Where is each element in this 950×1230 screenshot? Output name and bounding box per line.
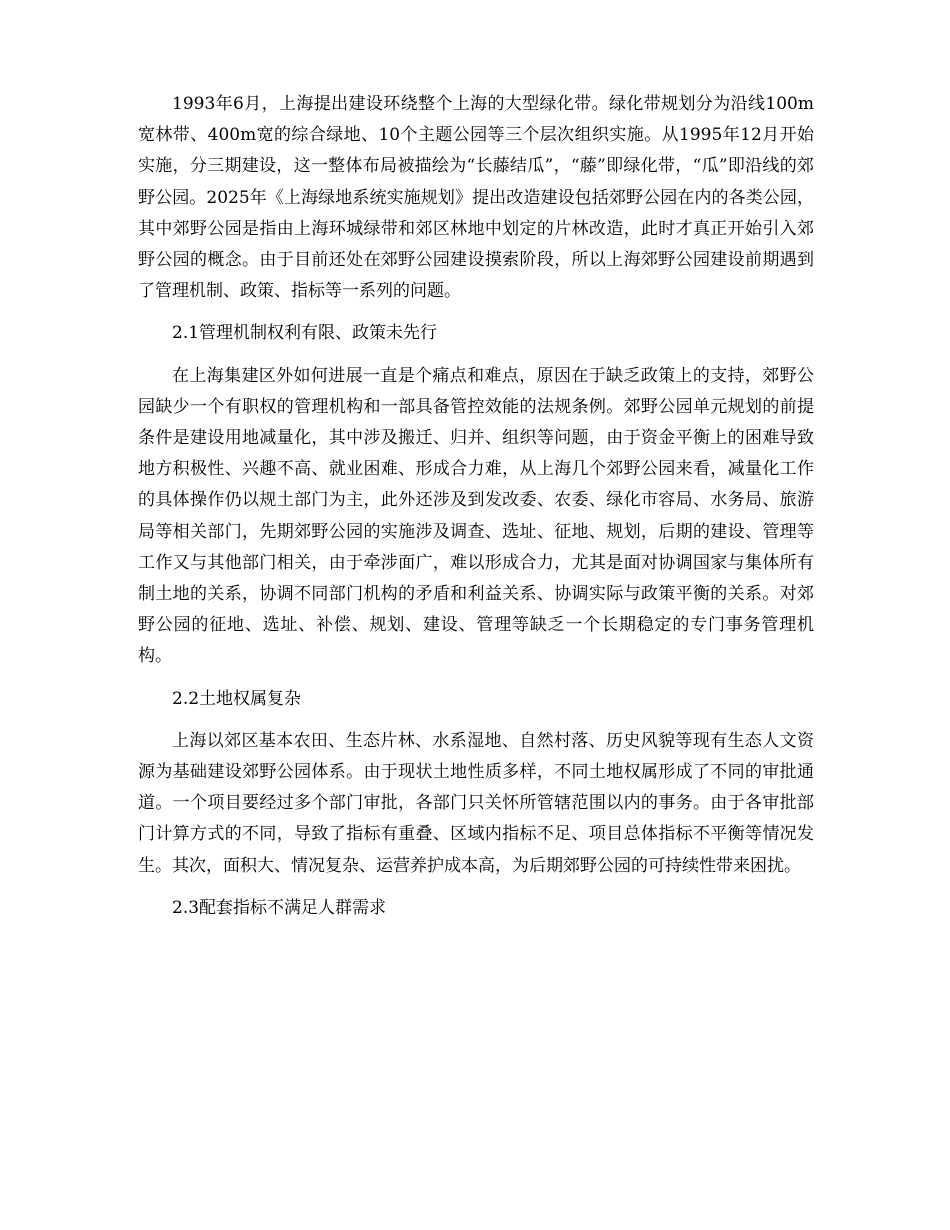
- paragraph-land-ownership: 上海以郊区基本农田、生态片林、水系湿地、自然村落、历史风貌等现有生态人文资源为基础建设郊野公园体系。由于现状土地性质多样，不同土地权属形成了不同的审批通道。一个项目要经过多个部门审批，各部门只关怀所管辖范围以内的事务。由于各审批部门计算方式的不同，导致了指标有重叠、区域内指标不足、项目总体指标不平衡等情况发生。其次，面积大、情况复杂、运营养护成本高，为后期郊野公园的可持续性带来困扰。: [138, 730, 814, 876]
- section-heading-2-2: 2.2土地权属复杂: [172, 688, 302, 709]
- document-page: [138, 89, 814, 924]
- section-heading-2-1: 2.1管理机制权利有限、政策未先行: [172, 323, 438, 344]
- paragraph-management: 在上海集建区外如何进展一直是个痛点和难点，原因在于缺乏政策上的支持，郊野公园缺少一个有职权的管理机构和一部具备管控效能的法规条例。郊野公园单元规划的前提条件是建设用地减量化，其中涉及搬迁、归并、组织等问题，由于资金平衡上的困难导致地方积极性、兴趣不高、就业困难、形成合力难，从上海几个郊野公园来看，减量化工作的具体操作仍以规土部门为主，此外还涉及到发改委、农委、绿化市容局、水务局、旅游局等相关部门，先期郊野公园的实施涉及调查、选址、征地、规划，后期的建设、管理等工作又与其他部门相关，由于牵涉面广，难以形成合力，尤其是面对协调国家与集体所有制土地的关系，协调不同部门机构的矛盾和利益关系、协调实际与政策平衡的关系。对郊野公园的征地、选址、补偿、规划、建设、管理等缺乏一个长期稳定的专门事务管理机构。: [138, 365, 814, 667]
- section-heading-2-3: 2.3配套指标不满足人群需求: [172, 897, 387, 918]
- paragraph-intro: 1993年6月，上海提出建设环绕整个上海的大型绿化带。绿化带规划分为沿线100m宽林带、400m宽的综合绿地、10个主题公园等三个层次组织实施。从1995年12月开始实施，分三期建设，这一整体布局被描绘为“长藤结瓜”，“藤”即绿化带，“瓜”即沿线的郊野公园。2025年《上海绿地系统实施规划》提出改造建设包括郊野公园在内的各类公园，其中郊野公园是指由上海环城绿带和郊区林地中划定的片林改造，此时才真正开始引入郊野公园的概念。由于目前还处在郊野公园建设摸索阶段，所以上海郊野公园建设前期遇到了管理机制、政策、指标等一系列的问题。: [138, 94, 814, 302]
